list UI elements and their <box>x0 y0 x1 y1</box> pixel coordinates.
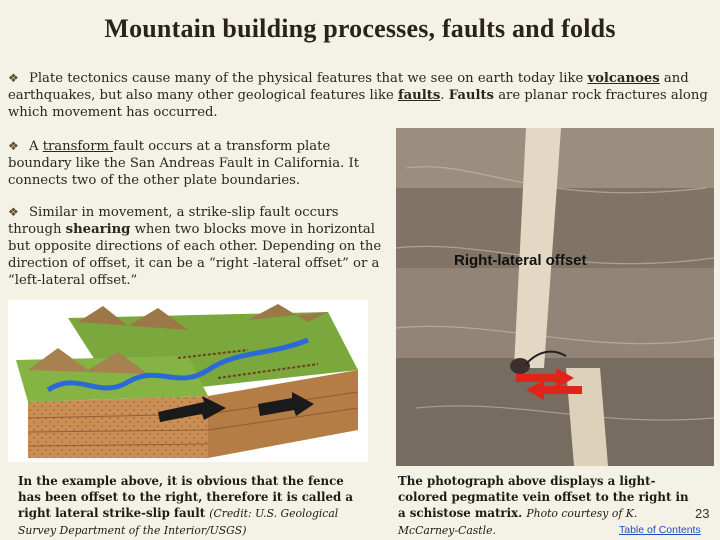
faults-bold: Faults <box>448 88 494 103</box>
pegmatite-vein-photo <box>396 128 714 466</box>
text: . <box>440 88 449 103</box>
caption-text: The photograph above displays a light-colored pegmatite vein offset to the right in a schistose matrix. <box>398 474 689 520</box>
slide-title: Mountain building processes, faults and folds <box>104 14 616 43</box>
caption-text: In the example above, it is obvious that the fence has been offset to the right, therefore it is called a right lateral strike-slip fault <box>18 474 354 520</box>
bullet-plate-tectonics <box>8 70 708 121</box>
right-lateral-offset-label: Right-lateral offset <box>454 252 587 269</box>
text: and earthquakes, but also many other geological features like <box>8 71 689 103</box>
caption-credit: Photo courtesy of K. McCarney-Castle. <box>398 507 638 537</box>
volcanoes-term: volcanoes <box>587 71 660 86</box>
text: Plate tectonics cause many of the physical features that we see on earth today like <box>28 71 588 86</box>
faults-term: faults <box>397 88 441 103</box>
transform-term: transform <box>42 139 114 154</box>
caption-credit: (Credit: U.S. Geological Survey Department of the Interior/USGS) <box>18 507 339 537</box>
text: A <box>28 139 43 154</box>
text: fault occurs at a transform plate boundary like the San Andreas Fault in California. It connects two of the other plate boundaries. <box>8 139 360 188</box>
page-number: 23 <box>695 506 710 521</box>
diamond-bullet-icon: ❖ <box>8 71 19 85</box>
diamond-bullet-icon: ❖ <box>8 139 19 153</box>
text: are planar rock fractures along which movement has occurred. <box>8 88 708 120</box>
text: when two blocks move in horizontal but opposite directions of each other. Depending on the direction of offset, it can be a “right -lateral offset” or a “left-lateral offset.” <box>8 222 382 288</box>
bullet-transform-fault <box>8 138 393 189</box>
diamond-bullet-icon: ❖ <box>8 205 19 219</box>
strike-slip-block-diagram <box>8 300 368 462</box>
diagram-caption <box>18 473 358 539</box>
bullet-strike-slip <box>8 204 393 289</box>
text: Similar in movement, a strike-slip fault occurs through <box>8 205 339 237</box>
shearing-term: shearing <box>65 222 131 237</box>
table-of-contents-link[interactable]: Table of Contents <box>619 524 701 536</box>
